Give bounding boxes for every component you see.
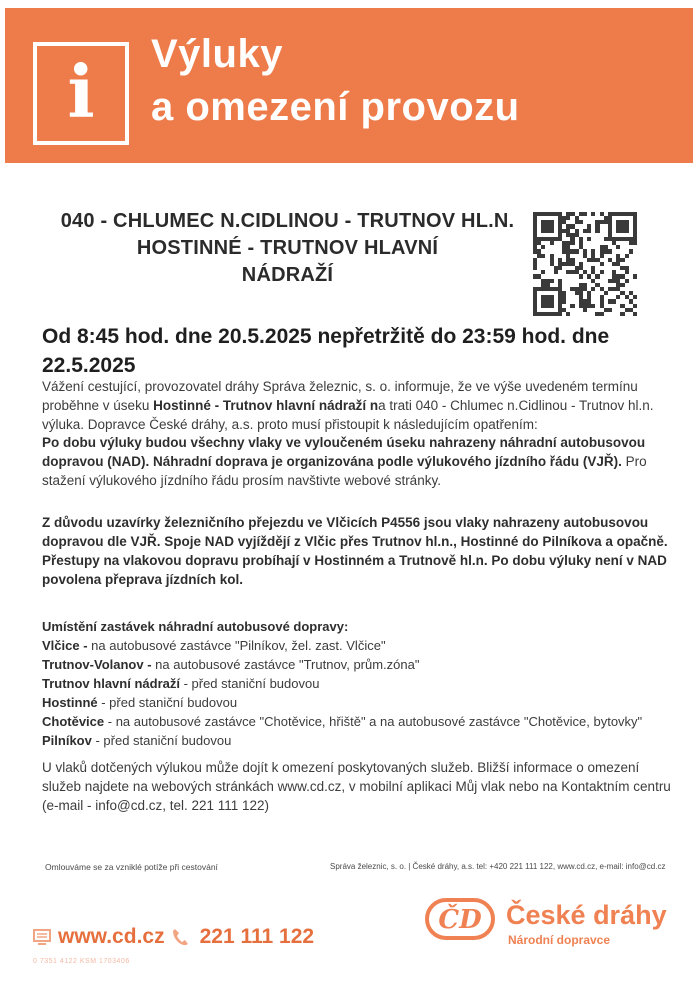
route-title-line1: 040 - CHLUMEC N.CIDLINOU - TRUTNOV HL.N. [60,210,515,232]
stop-item: Trutnov-Volanov - na autobusové zastávce "Trutnov, prům.zóna" [42,657,420,672]
brand-tagline: Národní dopravce [508,933,611,947]
banner-title [151,28,520,134]
operator-contact-line: Správa železnic, s. o. | České dráhy, a.s. tel: +420 221 111 122, www.cd.cz, e-mail: info@cd.cz [330,862,666,871]
document-code: 0 7351 4122 KSM 1703406 [33,958,130,965]
stop-item: Chotěvice - na autobusové zastávce "Chotěvice, hřiště" a na autobusové zastávce "Chotěvice, bytovky" [42,714,643,729]
intro-paragraph: Vážení cestující, provozovatel dráhy Správa železnic, s. o. informuje, že ve výše uvedeném termínu proběhne v úseku Hostinné - Trutnov hlavní nádraží na trati 040 - Chlumec n.Cidlinou - Trutnov hl.n. výluka. Dopravce České dráhy, a.s. proto musí přistoupit k následujícím opatřením: [42,379,654,432]
svg-text:ČD: ČD [438,905,482,935]
phone-icon [172,928,189,946]
qr-code [533,212,637,316]
route-title-line2: HOSTINNÉ - TRUTNOV HLAVNÍ [136,237,439,259]
banner-title-line1: Výluky [151,32,283,76]
closure-period: Od 8:45 hod. dne 20.5.2025 nepřetržitě do 23:59 hod. dne 22.5.2025 [42,325,610,377]
stops-heading: Umístění zastávek náhradní autobusové dopravy: [42,619,349,634]
header-banner [5,8,693,163]
route-title [40,208,535,289]
info-icon-glyph: i [67,48,95,134]
apology-note: Omlouváme se za vzniklé potíže při cestování [45,862,218,872]
phone-number: 221 111 122 [199,925,315,948]
measures-paragraph: Po dobu výluky budou všechny vlaky ve vyloučeném úseku nahrazeny náhradní autobusovou dopravou (NAD). Náhradní doprava je organizována podle výlukového jízdního řádu (VJŘ). Pro stažení výlukového jízdního řádu prosím navštivte webové stránky. [42,435,647,488]
brand-name: České dráhy [506,900,667,930]
stop-item: Trutnov hlavní nádraží - před staniční budovou [42,676,320,691]
monitor-icon [33,929,51,945]
stop-item: Pilníkov - před staniční budovou [42,733,232,748]
detour-paragraph: Z důvodu uzavírky železničního přejezdu ve Vlčicích P4556 jsou vlaky nahrazeny autobusovou dopravou dle VJŘ. Spoje NAD vyjíždějí z Vlčic přes Trutnov hl.n., Hostinné do Pilníkova a opačně. Přestupy na vlakovou dopravu probíhají v Hostinném a Trutnově hl.n. Po dobu výluky není v NAD povolena přeprava jízdních kol. [42,515,668,587]
route-title-line3: NÁDRAŽÍ [241,264,334,286]
cd-monogram-icon [424,897,496,941]
stop-item: Hostinné - před staniční budovou [42,695,238,710]
contact-row [33,925,314,949]
stops-list [42,617,694,750]
banner-title-line2: a omezení provozu [151,85,520,129]
stop-item: Vlčice - na autobusové zastávce "Pilníkov, žel. zast. Vlčice" [42,638,386,653]
website-text: www.cd.cz [58,925,165,948]
services-paragraph: U vlaků dotčených výlukou může dojít k omezení poskytovaných služeb. Bližší informace o omezení služeb najdete na webových stránkách www.cd.cz, v mobilní aplikaci Můj vlak nebo na Kontaktním centru (e-mail - info@cd.cz, tel. 221 111 122) [42,760,671,813]
info-icon [33,42,129,145]
